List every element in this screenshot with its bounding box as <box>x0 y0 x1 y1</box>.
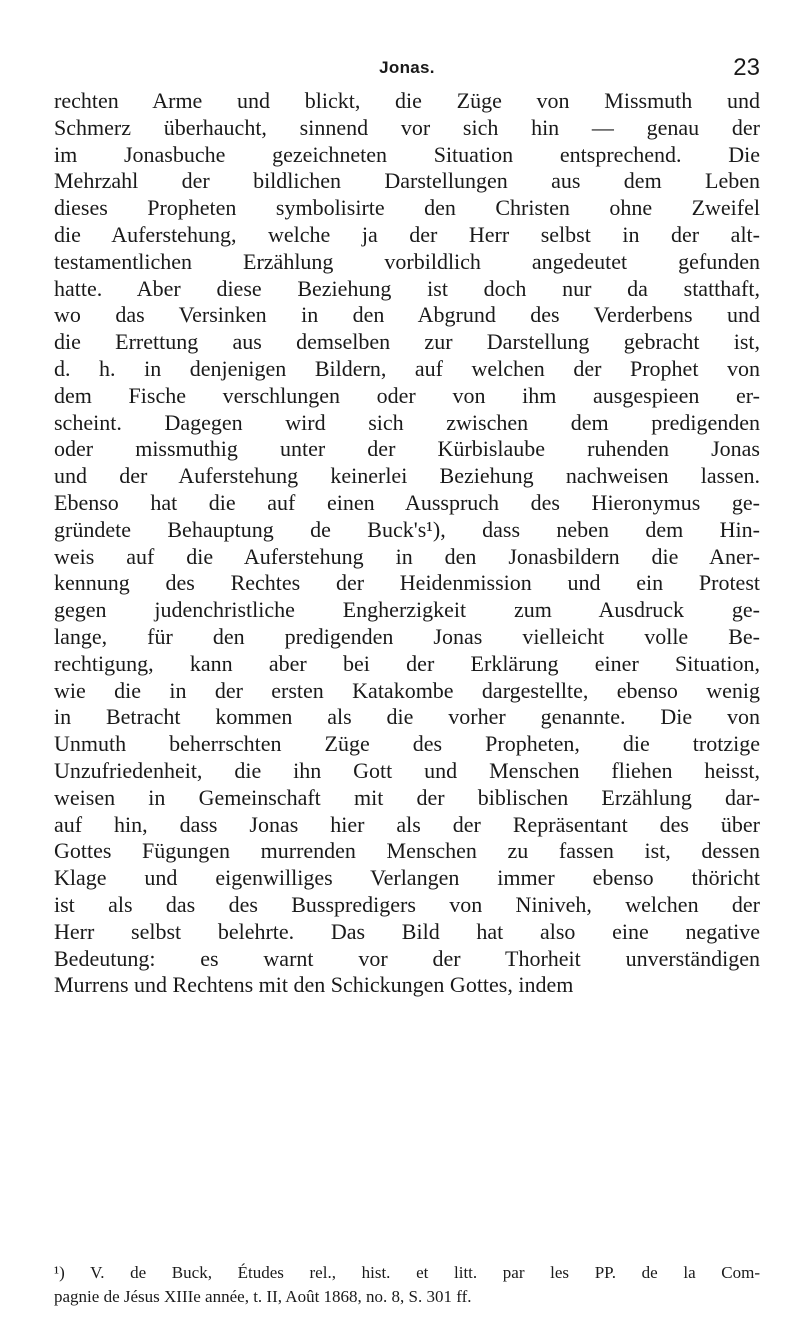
text-line: im Jonasbuche gezeichneten Situation entsprechend. Die <box>54 141 760 167</box>
text-line: Klage und eigenwilliges Verlangen immer ebenso thöricht <box>54 865 760 891</box>
text-line: lange, für den predigenden Jonas vielleicht volle Be- <box>54 623 760 649</box>
text-line: in Betracht kommen als die vorher genannte. Die von <box>54 704 760 730</box>
text-line: Schmerz überhaucht, sinnend vor sich hin — genau der <box>54 114 760 140</box>
text-line: wo das Versinken in den Abgrund des Verderbens und <box>54 302 760 328</box>
text-line: die Auferstehung, welche ja der Herr selbst in der alt- <box>54 221 760 247</box>
text-line: testamentlichen Erzählung vorbildlich angedeutet gefunden <box>54 248 760 274</box>
text-line: wie die in der ersten Katakombe dargestellte, ebenso wenig <box>54 677 760 703</box>
text-line: rechten Arme und blickt, die Züge von Missmuth und <box>54 88 760 113</box>
text-line: scheint. Dagegen wird sich zwischen dem predigenden <box>54 409 760 435</box>
running-head-title: Jonas. <box>379 58 435 77</box>
footnote-line: pagnie de Jésus XIIIe année, t. II, Août 1868, no. 8, S. 301 ff. <box>54 1287 472 1306</box>
text-line: auf hin, dass Jonas hier als der Repräsentant des über <box>54 811 760 837</box>
text-line: Bedeutung: es warnt vor der Thorheit unverständigen <box>54 945 760 971</box>
text-line: Herr selbst belehrte. Das Bild hat also eine negative <box>54 918 760 944</box>
text-line: ist als das des Busspredigers von Niniveh, welchen der <box>54 891 760 917</box>
running-head <box>54 54 760 86</box>
text-line: und der Auferstehung keinerlei Beziehung nachweisen lassen. <box>54 463 760 489</box>
text-line: rechtigung, kann aber bei der Erklärung einer Situation, <box>54 650 760 676</box>
text-line: Unmuth beherrschten Züge des Propheten, die trotzige <box>54 731 760 757</box>
footnotes <box>54 1261 760 1309</box>
text-line: Ebenso hat die auf einen Ausspruch des Hieronymus ge- <box>54 489 760 515</box>
text-line: weisen in Gemeinschaft mit der biblischen Erzählung dar- <box>54 784 760 810</box>
footnote-line: ¹) V. de Buck, Études rel., hist. et litt. par les PP. de la Com- <box>54 1263 760 1282</box>
body-text <box>54 88 760 999</box>
text-line: dem Fische verschlungen oder von ihm ausgespieen er- <box>54 382 760 408</box>
text-line: Murrens und Rechtens mit den Schickungen Gottes, indem <box>54 972 574 998</box>
book-page <box>54 54 760 1306</box>
text-line: d. h. in denjenigen Bildern, auf welchen der Prophet von <box>54 355 760 381</box>
page-number: 23 <box>733 54 760 81</box>
text-line: kennung des Rechtes der Heidenmission und ein Protest <box>54 570 760 596</box>
text-line: weis auf die Auferstehung in den Jonasbildern die Aner- <box>54 543 760 569</box>
text-line: gegen judenchristliche Engherzigkeit zum Ausdruck ge- <box>54 597 760 623</box>
text-line: die Errettung aus demselben zur Darstellung gebracht ist, <box>54 329 760 355</box>
text-line: dieses Propheten symbolisirte den Christen ohne Zweifel <box>54 195 760 221</box>
text-line: Mehrzahl der bildlichen Darstellungen aus dem Leben <box>54 168 760 194</box>
text-line: Gottes Fügungen murrenden Menschen zu fassen ist, dessen <box>54 838 760 864</box>
text-line: gründete Behauptung de Buck's¹), dass neben dem Hin- <box>54 516 760 542</box>
text-line: Unzufriedenheit, die ihn Gott und Menschen fliehen heisst, <box>54 757 760 783</box>
text-line: oder missmuthig unter der Kürbislaube ruhenden Jonas <box>54 436 760 462</box>
text-line: hatte. Aber diese Beziehung ist doch nur da statthaft, <box>54 275 760 301</box>
